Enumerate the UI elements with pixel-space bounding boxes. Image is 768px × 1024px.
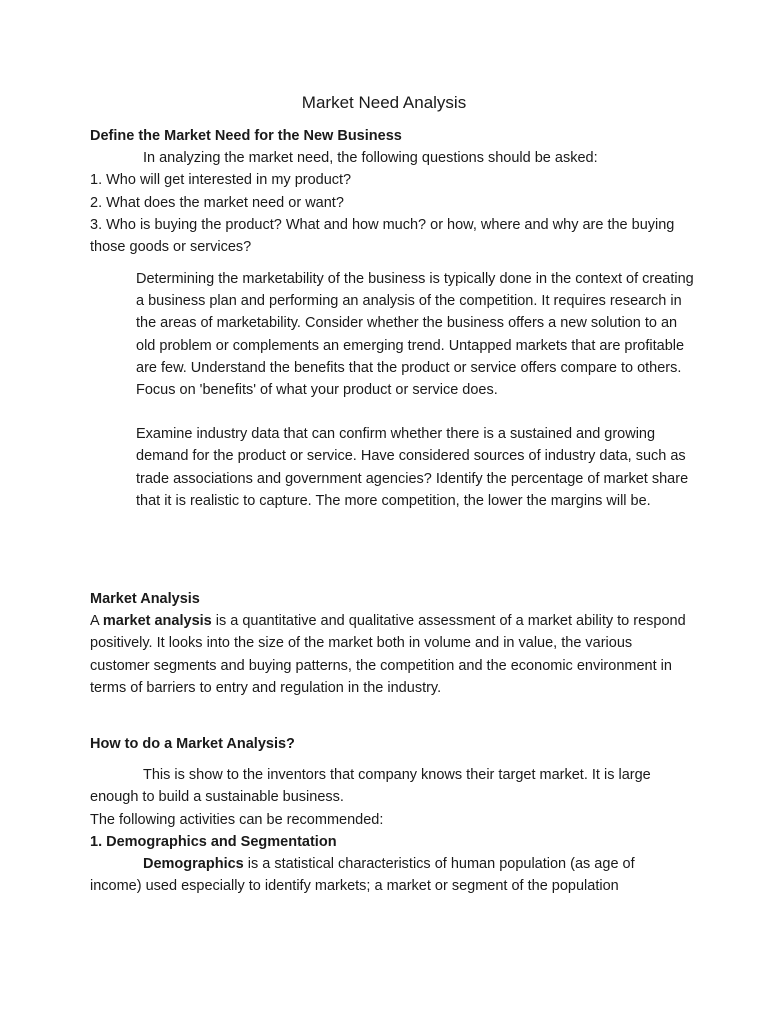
section-paragraph <box>90 853 690 897</box>
section-intro: In analyzing the market need, the following questions should be asked: <box>143 150 598 167</box>
text-rest: is a quantitative and qualitative assessment of a market ability to respond positively. It looks into the size of the market both in volume and in value, the various customer segments and buying patterns, the competition and the economic environment in terms of barriers to entry and regulation in the industry. <box>90 613 686 696</box>
bold-term: market analysis <box>102 613 212 630</box>
section-define-market-need <box>90 125 690 258</box>
question-item: 3. Who is buying the product? What and how much? or how, where and why are the buying those goods or services? <box>90 216 675 256</box>
section-heading: How to do a Market Analysis? <box>90 736 295 752</box>
text-rest: is a statistical characteristics of human population (as age of income) used especially to identify markets; a market or segment of the population <box>90 856 635 895</box>
section-heading: Define the Market Need for the New Business <box>90 128 402 144</box>
text-prefix: A <box>90 613 103 630</box>
section-intro: This is show to the inventors that company knows their target market. It is large enough to build a sustainable business. <box>90 767 651 806</box>
sub-heading: 1. Demographics and Segmentation <box>90 833 337 850</box>
quote-paragraph: Determining the marketability of the business is typically done in the context of creating a business plan and performing an analysis of the competition. It requires research in the areas of marketability. Consider whether the business offers a new solution to an old problem or complements an emerging trend. Untapped markets that are profitable are few. Understand the benefits that the product or service offers compare to others. Focus on 'benefits' of what your product or service does. <box>136 271 694 399</box>
section-paragraph: The following activities can be recommended: <box>90 811 384 828</box>
page-title: Market Need Analysis <box>301 93 467 112</box>
section-paragraph <box>90 610 690 699</box>
section-how-to <box>90 733 690 897</box>
indented-quote-block <box>136 268 696 512</box>
bold-term: Demographics <box>143 856 244 873</box>
quote-paragraph: Examine industry data that can confirm whether there is a sustained and growing demand for the product or service. Have considered sources of industry data, such as trade associations and government agencies? Identify the percentage of market share that it is realistic to capture. The more competition, the lower the margins will be. <box>136 426 689 509</box>
section-market-analysis <box>90 588 690 699</box>
section-heading: Market Analysis <box>90 591 200 607</box>
question-item: 2. What does the market need or want? <box>90 194 344 211</box>
question-item: 1. Who will get interested in my product? <box>90 172 352 189</box>
